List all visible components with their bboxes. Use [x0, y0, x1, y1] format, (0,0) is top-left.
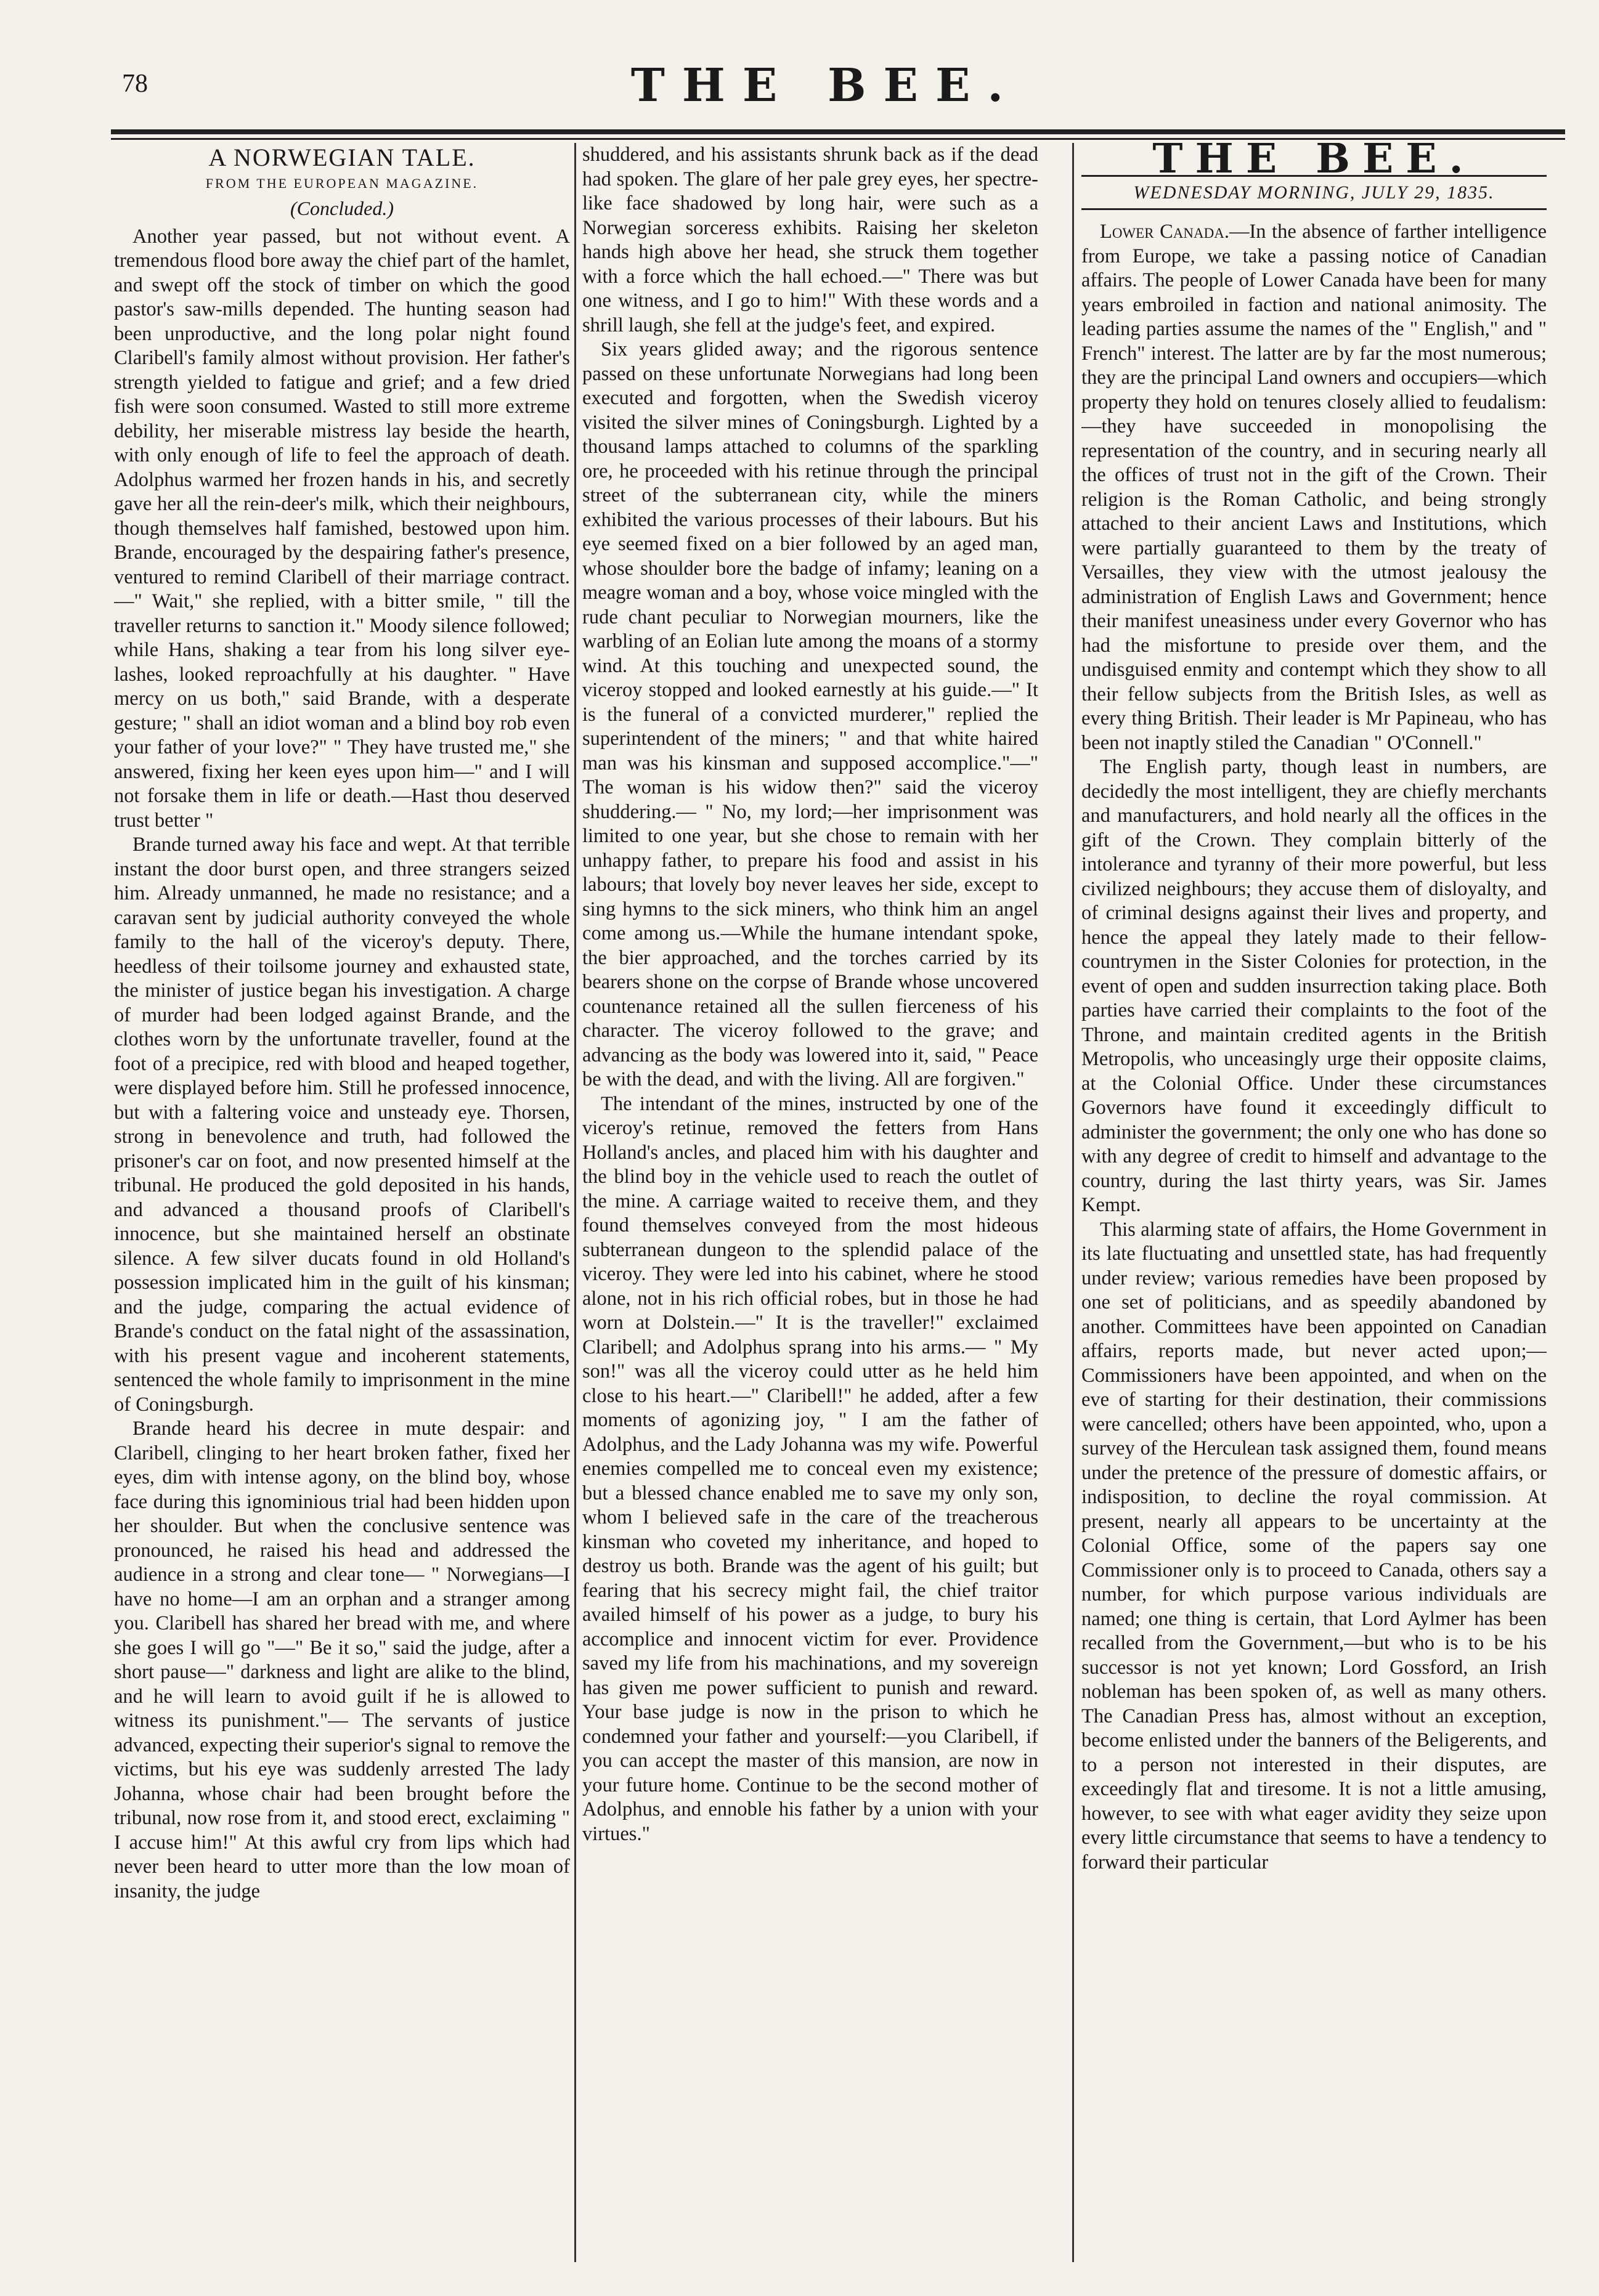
editorial-masthead: THE BEE. — [1152, 143, 1476, 182]
paragraph — [1081, 220, 1547, 755]
page-number: 78 — [122, 70, 148, 98]
masthead — [92, 59, 1559, 127]
masthead-rule-thin — [111, 138, 1565, 140]
article-title: A NORWEGIAN TALE. — [208, 144, 476, 171]
paragraph: The English party, though least in numbers, are decidedly the most intelligent, they are chiefly merchants and manufacturers, and hold nearly all the offices in the gift of the Crown. They complain bitterly of the intolerance and tyranny of their more powerful, but less civilized neighbours; they accuse them of disloyalty, and of criminal designs against their lives and property, and hence the appeal they lately made to their fellow-countrymen in the Sister Colonies for protection, in the event of open and sudden insurrection taking place. Both parties have carried their complaints to the foot of the Throne, and maintain credited agents in the British Metropolis, who unceasingly urge their opposite claims, at the Colonial Office. Under these circumstances Governors have found it exceedingly difficult to administer the government; the only one who has done so with any degree of credit to himself and advantage to the country, during the last thirty years, was Sir. James Kempt. — [1081, 756, 1547, 1216]
paragraph: This alarming state of affairs, the Home Government in its late fluctuating and unsettled state, has had frequently under review; various remedies have been proposed by one set of politicians, and as speedily abandoned by another. Committees have been appointed on Canadian affairs, reports made, but never acted upon;—Commissioners have been appointed, and when on the eve of starting for their destination, their commissions were cancelled; others have been appointed, who, upon a survey of the Herculean task assigned them, found means under the pretence of the pressure of domestic affairs, or indisposition, to decline the royal commission. At present, nearly all appears to be uncertainty at the Colonial Office, some of the papers say one Commissioner only is to proceed to Canada, others say a number, for which purpose various individuals are named; one thing is certain, that Lord Aylmer has been recalled from the Government,—but who is to be his successor is not yet known; Lord Gossford, an Irish nobleman has been spoken of, as well as many others. The Canadian Press has, almost without an exception, become enlisted under the banners of the Beligerents, and to a person not interested in their disputes, are exceedingly flat and tiresome. It is not a little amusing, however, to see with what eager avidity they seize upon every little circumstance that seems to have a tendency to forward their particular — [1081, 1218, 1547, 1873]
paragraph: Six years glided away; and the rigorous sentence passed on these unfortunate Norwegians had long been executed and forgotten, when the Swedish viceroy visited the silver mines of Coningsburgh. Lighted by a thousand lamps attached to columns of the sparkling ore, he proceeded with his retinue through the principal street of the subterranean city, while the miners exhibited the various processes of their labours. But his eye seemed fixed on a bier followed by an aged man, whose shoulder bore the badge of infamy; leaning on a meagre woman and a boy, whose voice mingled with the rude chant peculiar to Norwegian mourners, like the warbling of an Eolian lute among the moans of a stormy wind. At this touching and unexpected sound, the viceroy stopped and looked earnestly at his guide.—" It is the funeral of a convicted murderer," replied the superintendent of the miners; " and that white haired man was his kinsman and supposed accomplice."—" The woman is his widow then?" said the viceroy shuddering.— " No, my lord;—her imprisonment was limited to one year, but she chose to remain with her unhappy father, to prepare his food and assist in his labours; that lovely boy never leaves her side, except to sing hymns to the sick miners, who think him an angel come among us.—While the humane intendant spoke, the bier approached, and the torches carried by its bearers shone on the corpse of Brande whose uncovered countenance retained all the sullen fierceness of his character. The viceroy followed to the grave; and advancing as the body was lowered into it, said, " Peace be with the dead, and with the living. All are forgiven." — [582, 338, 1038, 1090]
section-label: Lower Canada. — [1100, 221, 1229, 243]
paragraph: Brande heard his decree in mute despair: and Claribell, clinging to her heart broken father, fixed her eyes, dim with intense agony, on the blind boy, whose face during this ignominious trial had been hidden upon her shoulder. But when the conclusive sentence was pronounced, he raised his head and addressed the audience in a strong and clear tone— " Norwegians—I have no home—I am an orphan and a stranger among you. Claribell has shared her bread with me, and where she goes I will go "—" Be it so," said the judge, after a short pause—" darkness and light are alike to the blind, and he will learn to avoid guilt if he is allowed to witness its punishment."— The servants of justice advanced, expecting their superior's signal to remove the victims, but his eye was suddenly arrested The lady Johanna, whose chair had been brought before the tribunal, now rose from it, and stood erect, exclaiming " I accuse him!" At this awful cry from lips which had never been heard to utter more than the low moan of insanity, the judge — [114, 1418, 570, 1902]
dateline: WEDNESDAY MORNING, JULY 29, 1835. — [1081, 175, 1547, 211]
paragraph: Another year passed, but not without event. A tremendous flood bore away the chief part of the hamlet, and swept off the stock of timber on which the good pastor's saw-mills depended. The hunting season had been unproductive, and the long polar night found Claribell's family almost without provision. Her father's strength yielded to fatigue and grief; and a few dried fish were soon consumed. Wasted to still more extreme debility, her miserable mistress lay beside the hearth, with only enough of life to feel the approach of death. Adolphus warmed her frozen hands in his, and secretly gave her all the rein-deer's milk, which their neighbours, though themselves half famished, bestowed upon him. Brande, encouraged by the despairing father's presence, ventured to remind Claribell of their marriage contract.—" Wait," she replied, with a bitter smile, " till the traveller returns to sanction it." Moody silence followed; while Hans, shaking a tear from his long silver eye-lashes, looked reproachfully at his daughter. " Have mercy on us both," said Brande, with a desperate gesture; " shall an idiot woman and a blind boy rob even your father of your love?" " They have trusted me," she answered, fixing her keen eyes upon him—" and I will not forsake them in life or death.—Hast thou deserved trust better " — [114, 225, 570, 832]
article-source: FROM THE EUROPEAN MAGAZINE. — [205, 175, 479, 191]
column-divider — [1072, 143, 1074, 2262]
column-2 — [582, 143, 1038, 2262]
column-3 — [1081, 143, 1547, 2262]
masthead-title: THE BEE. — [630, 59, 1021, 112]
paragraph-text: —In the absence of farther intelligence from Europe, we take a passing notice of Canadian affairs. The people of Lower Canada have been for many years embroiled in faction and national animosity. The leading parties assume the names of the " English," and " French" interest. The latter are by far the most numerous; they are the principal Land owners and occupiers—which property they hold on tenures closely allied to feudalism:—they have succeeded in monopolising the representation of the country, and in securing nearly all the offices of trust not in the gift of the Crown. Their religion is the Roman Catholic, and being strongly attached to their ancient Laws and Institutions, which were partially guaranteed to them by the treaty of Versailles, they view with the utmost jealousy the administration of English Laws and Government; hence their manifest uneasiness under every Governor who has had the misfortune to preside over them, and the undisguised enmity and contempt which they show to all their fellow subjects from the British Isles, as well as every thing British. Their leader is Mr Papineau, who has been not inaptly stiled the Canadian " O'Connell." — [1081, 221, 1547, 754]
article-subtitle: (Concluded.) — [290, 197, 394, 219]
paragraph: The intendant of the mines, instructed by one of the viceroy's retinue, removed the fetters from Hans Holland's ancles, and placed him with his daughter and the blind boy in the vehicle used to reach the outlet of the mine. A carriage waited to receive them, and they found themselves conveyed from the most hideous subterranean dungeon to the splendid palace of the viceroy. They were led into his cabinet, where he stood alone, not in his rich official robes, but in those he had worn at Dolstein.—" It is the traveller!" exclaimed Claribell; and Adolphus sprang into his arms.— " My son!" was all the viceroy could utter as he held him close to his heart.—" Claribell!" he added, after a few moments of agonizing joy, " I am the father of Adolphus, and the Lady Johanna was my wife. Powerful enemies compelled me to conceal even my existence; but a blessed chance enabled me to save my only son, whom I believed safe in the care of the treacherous kinsman who coveted my inheritance, and hoped to destroy us both. Brande was the agent of his guilt; but fearing that his secrecy might fail, the chief traitor availed himself of his power as a judge, to bury his accomplice and innocent victim for ever. Providence saved my life from his machinations, and my sovereign has given me power sufficient to punish and reward. Your base judge is now in the prison to which he condemned your father and yourself:—you Claribell, if you can accept the master of this mansion, are now in your future home. Continue to be the second mother of Adolphus, and ennoble his father by a union with your virtues." — [582, 1092, 1038, 1845]
masthead-rule — [111, 129, 1565, 134]
column-divider — [574, 143, 576, 2262]
paragraph: shuddered, and his assistants shrunk back as if the dead had spoken. The glare of her pale grey eyes, her spectre-like face shadowed by long hair, were such as a Norwegian sorceress exhibits. Raising her skeleton hands high above her head, she struck them together with a force which the hall echoed.—" There was but one witness, and I go to him!" With these words and a shrill laugh, she fell at the judge's feet, and expired. — [582, 144, 1038, 336]
paragraph: Brande turned away his face and wept. At that terrible instant the door burst open, and three strangers seized him. Already unmanned, he made no resistance; and a caravan sent by judicial authority conveyed the whole family to the hall of the viceroy's deputy. There, heedless of their toilsome journey and exhausted state, the minister of justice began his investigation. A charge of murder had been lodged against Brande, and the clothes worn by the unfortunate traveller, found at the foot of a precipice, red with blood and heaped together, were displayed before him. Still he professed innocence, but with a faltering voice and unsteady eye. Thorsen, strong in benevolence and truth, had followed the prisoner's car on foot, and now presented himself at the tribunal. He produced the gold deposited in his hands, and advanced a thousand proofs of Claribell's innocence, but she maintained herself an obstinate silence. A few silver ducats found in old Holland's possession implicated him in the guilt of his kinsman; and the judge, comparing the actual evidence of Brande's conduct on the fatal night of the assassination, with his present vague and incoherent statements, sentenced the whole family to imprisonment in the mine of Coningsburgh. — [114, 834, 570, 1416]
column-1 — [114, 143, 570, 2262]
